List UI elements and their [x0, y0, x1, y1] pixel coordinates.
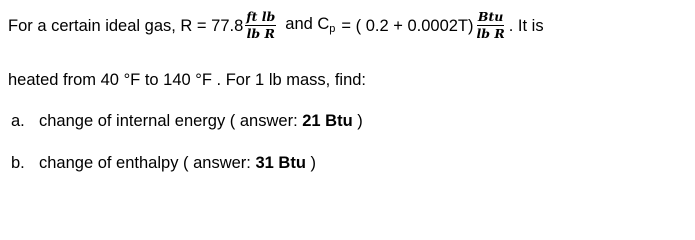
item-text: change of internal energy ( answer: [39, 112, 303, 130]
specific-heat-units [476, 10, 506, 42]
item-letter: a. [11, 112, 25, 130]
item-close: ) [352, 112, 363, 130]
gas-constant-units-numerator: ft lb [245, 10, 276, 26]
gas-constant-text: For a certain ideal gas, R = 77.8 [8, 16, 244, 35]
specific-heat-symbol: and C [285, 15, 330, 34]
specific-heat-units-denominator: lb R [476, 26, 505, 42]
item-letter: b. [11, 154, 25, 172]
specific-heat-subscript: p [329, 23, 336, 36]
gas-constant-units-denominator: lb R [246, 26, 275, 42]
question-item-a [11, 113, 363, 130]
item-answer: 21 Btu [302, 112, 353, 130]
gas-constant-units [245, 10, 276, 42]
item-close: ) [305, 154, 316, 172]
specific-heat-expression: = ( 0.2 + 0.0002T) [341, 16, 474, 35]
question-item-b [11, 155, 316, 172]
specific-heat-units-numerator: Btu [477, 10, 504, 26]
problem-line-2: heated from 40 °F to 140 °F . For 1 lb mass, find: [8, 71, 367, 89]
item-text: change of enthalpy ( answer: [39, 154, 256, 172]
problem-line-1-tail: . It is [508, 16, 544, 35]
item-answer: 31 Btu [255, 154, 306, 172]
specific-heat-label [285, 16, 335, 35]
problem-line-1 [8, 10, 544, 42]
